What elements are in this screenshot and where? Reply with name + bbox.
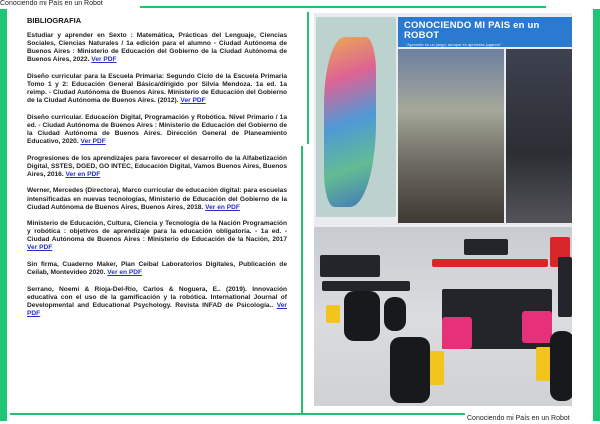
entry-text: Ministerio de Educación, Cultura, Ciencia y Tecnología de la Nación Programación y robótica : objetivos de aprendizaje para la educación obligatoria. - 1a ed. - Ciudad Autónoma de Buenos Aires : Ministerio de Educación de la Nación, 2017	[27, 220, 287, 244]
left-accent-bar	[0, 9, 7, 421]
robot-wheel	[550, 331, 572, 401]
robot-chassis	[322, 281, 410, 291]
bibliography-entry	[27, 114, 287, 146]
view-pdf-link[interactable]: Ver en PDF	[65, 170, 101, 178]
view-pdf-link[interactable]: Ver PDF	[180, 97, 206, 105]
robot-frame	[432, 259, 548, 267]
robot-board	[464, 239, 508, 255]
robot-chassis	[558, 257, 572, 317]
header-title: Conociendo mi País en un Robot	[0, 0, 103, 7]
column-divider-line	[301, 146, 303, 414]
robot-wheel	[344, 291, 380, 341]
entry-text: Diseño curricular para la Escuela Primaria: Segundo Ciclo de la Escuela Primaria Tomo 1 y 2: Educación General Básica/dirigido por Silvia Mendoza. 1a ed. 1a reimp. - Ciudad Autónoma de Buenos Aires. Ministerio de Educación del Gobierno de la Ciudad Autónoma de Buenos Aires. (2012).	[27, 72, 287, 105]
robot-sensor	[442, 317, 472, 349]
entry-text: Diseño curricular. Educación Digital, Programación y Robótica. Nivel Primario / 1a ed. - Ciudad Autónoma de Buenos Aires : Ministerio de Educación del Gobierno de la Ciudad Autónoma de Buenos Aires. Dirección General de Planeamiento Educativo, 2020.	[27, 113, 287, 146]
entry-text: Werner, Mercedes (Directora), Marco curricular de educación digital: para escuelas intensificadas en nuevas tecnologías, Ministerio de Educación del Gobierno de la Ciudad Autónoma de Buenos Aires, Buenos Aires, 2018.	[27, 187, 287, 211]
slide-map-panel	[316, 17, 396, 217]
slide-subtitle: "Aprender es un juego, aunque en aprendas jugando"	[406, 42, 502, 47]
footer-title: Conociendo mi País en un Robot	[467, 415, 570, 422]
entry-text: Sin firma, Cuaderno Maker, Plan Ceibal Laboratorios Digitales, Publicación de Ceilab, Montevideo 2020.	[27, 261, 287, 277]
robots-table-scene	[314, 227, 572, 406]
bibliography-section	[27, 16, 287, 327]
entry-text: Serrano, Noemí & Rioja-Del-Río, Carlos & Noguera, E.. (2019). Innovación educativa con el uso de la gamificación y la robótica. International Journal of Developmental and Educational Psychology. Revista INFAD de Psicología..	[27, 285, 287, 309]
top-rule	[140, 6, 546, 8]
bibliography-entry	[27, 187, 287, 211]
bibliography-entry	[27, 73, 287, 105]
robot-board	[320, 255, 380, 277]
argentina-map-illustration	[324, 37, 376, 207]
photo-divider-line	[307, 12, 309, 144]
bibliography-entry	[27, 261, 287, 277]
view-pdf-link[interactable]: Ver PDF	[27, 301, 287, 318]
bibliography-entry	[27, 155, 287, 179]
slide-event-image	[398, 49, 504, 223]
view-pdf-link[interactable]: Ver PDF	[80, 138, 106, 146]
projected-slide	[314, 13, 572, 227]
robot-wheel	[384, 297, 406, 331]
robot-event-photo	[314, 13, 572, 406]
view-pdf-link[interactable]: Ver PDF	[27, 244, 53, 252]
bibliography-entry	[27, 220, 287, 252]
view-pdf-link[interactable]: Ver en PDF	[107, 269, 143, 277]
slide-event-image-right	[506, 49, 572, 223]
bibliography-heading: BIBLIOGRAFIA	[27, 16, 82, 25]
view-pdf-link[interactable]: Ver en PDF	[205, 203, 240, 211]
robot-motor	[326, 305, 340, 323]
right-accent-bar	[593, 9, 600, 421]
bibliography-entry	[27, 32, 287, 64]
entry-text: Estudiar y aprender en Sexto : Matemática, Prácticas del Lenguaje, Ciencias Sociales, Ciencias Naturales / 1a edición para el alumno - Ciudad Autónoma de Buenos Aires : Ministerio de Educación del Gobierno de la Ciudad Autónoma de Buenos Aires, 2022.	[27, 32, 287, 64]
entry-text: Progresiones de los aprendizajes para favorecer el desarrollo de la Alfabetización Digital, SSTES, DGED, GO INTEC, Educación Digital, Vamos Buenos Aires, Buenos Aires, 2016.	[27, 154, 287, 178]
robot-wheel	[390, 337, 430, 403]
slide-title: CONOCIENDO MI PAIS en un ROBOT	[404, 20, 540, 41]
view-pdf-link[interactable]: Ver PDF	[91, 56, 117, 64]
bibliography-entry	[27, 286, 287, 318]
bottom-rule	[10, 413, 465, 415]
robot-sensor	[522, 311, 552, 343]
